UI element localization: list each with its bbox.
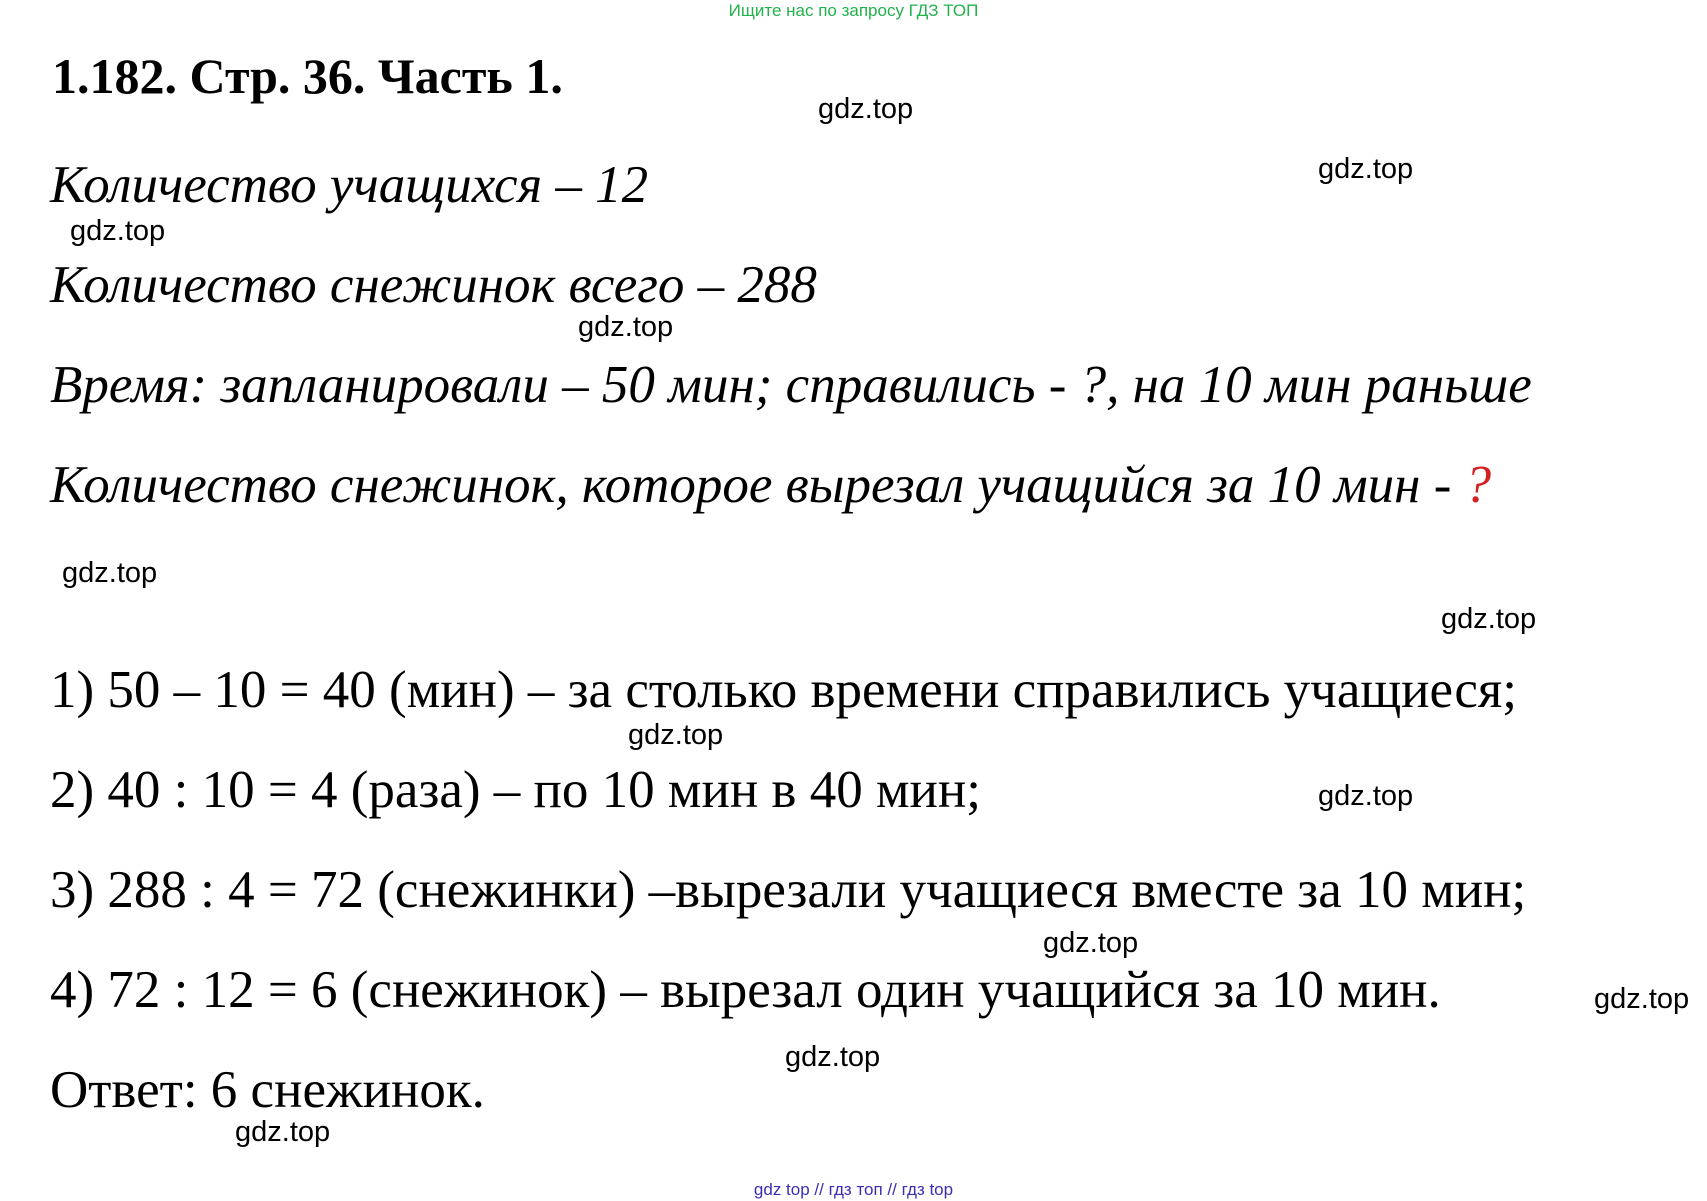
question-mark: ? xyxy=(1464,456,1492,514)
solution-step-2: 2) 40 : 10 = 4 (раза) – по 10 мин в 40 мин; xyxy=(50,761,981,819)
solution-step-3: 3) 288 : 4 = 72 (снежинки) –вырезали учащиеся вместе за 10 мин; xyxy=(50,861,1527,919)
watermark: gdz.top xyxy=(1594,983,1690,1015)
top-banner: Ищите нас по запросу ГДЗ ТОП xyxy=(728,1,979,20)
watermark: gdz.top xyxy=(1318,153,1414,185)
watermark: gdz.top xyxy=(62,557,158,589)
condition-snowflakes-total: Количество снежинок всего – 288 xyxy=(50,256,817,314)
watermark: gdz.top xyxy=(235,1116,331,1148)
condition-question-text: Количество снежинок, которое вырезал учащийся за 10 мин - xyxy=(50,456,1465,514)
solution-step-4: 4) 72 : 12 = 6 (снежинок) – вырезал один учащийся за 10 мин. xyxy=(50,961,1441,1019)
condition-time: Время: запланировали – 50 мин; справились - ?, на 10 мин раньше xyxy=(50,356,1532,414)
condition-students: Количество учащихся – 12 xyxy=(50,156,649,214)
answer: Ответ: 6 снежинок. xyxy=(50,1061,485,1119)
watermark: gdz.top xyxy=(1318,780,1414,812)
watermark: gdz.top xyxy=(1441,603,1537,635)
watermark: gdz.top xyxy=(578,311,674,343)
watermark: gdz.top xyxy=(785,1041,881,1073)
watermark: gdz.top xyxy=(70,215,166,247)
watermark: gdz.top xyxy=(818,93,914,125)
condition-question xyxy=(50,455,1491,516)
footer-links: gdz top // гдз топ // гдз top xyxy=(753,1180,954,1199)
watermark: gdz.top xyxy=(1043,927,1139,959)
solution-step-1: 1) 50 – 10 = 40 (мин) – за столько времени справились учащиеся; xyxy=(50,661,1517,719)
watermark: gdz.top xyxy=(628,719,724,751)
page-title: 1.182. Стр. 36. Часть 1. xyxy=(52,48,563,104)
